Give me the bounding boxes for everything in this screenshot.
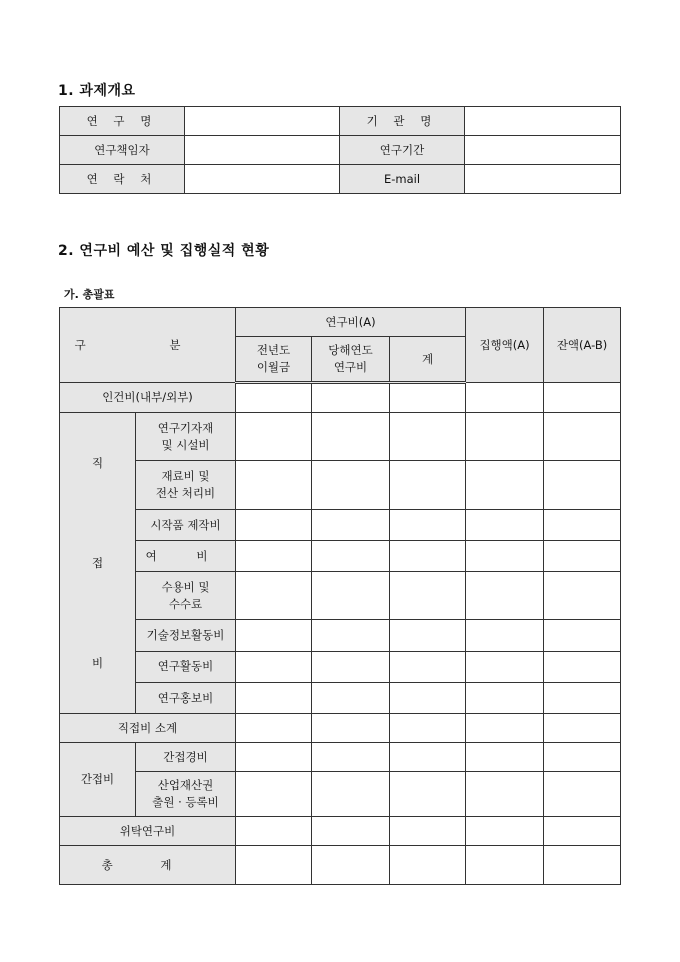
direct-label-part1: 직 (91, 455, 104, 470)
cell[interactable] (466, 540, 544, 571)
cell[interactable] (466, 682, 544, 713)
indirect-item-ip (136, 772, 236, 817)
cell[interactable] (312, 540, 390, 571)
direct-item-travel: 여 비 (136, 540, 236, 571)
item-line: 전산 처리비 (155, 486, 216, 501)
direct-cost-group-label (60, 413, 136, 714)
cell[interactable] (466, 846, 544, 885)
cell[interactable] (236, 772, 312, 817)
institution-name-field[interactable] (465, 107, 621, 136)
cell[interactable] (312, 509, 390, 540)
principal-investigator-label: 연구책임자 (60, 136, 185, 165)
prev-year-line2: 이월금 (256, 360, 291, 374)
cell[interactable] (236, 714, 312, 743)
cell[interactable] (312, 651, 390, 682)
cell[interactable] (312, 620, 390, 651)
cell[interactable] (390, 772, 466, 817)
cell[interactable] (312, 743, 390, 772)
direct-label-part3: 비 (91, 655, 104, 670)
cell[interactable] (312, 572, 390, 620)
cell[interactable] (390, 383, 466, 413)
table-row (60, 107, 621, 136)
direct-label-part2: 접 (91, 555, 104, 570)
table-row (60, 509, 621, 540)
cell[interactable] (544, 714, 621, 743)
prev-year-line1: 전년도 (256, 343, 291, 358)
direct-item-materials (136, 461, 236, 509)
cell[interactable] (544, 743, 621, 772)
table-row (60, 743, 621, 772)
cell[interactable] (236, 509, 312, 540)
cell[interactable] (466, 413, 544, 461)
table-row (60, 846, 621, 885)
table-row (60, 772, 621, 817)
cell[interactable] (390, 413, 466, 461)
direct-item-supplies (136, 572, 236, 620)
item-line: 연구기자재 (157, 421, 214, 436)
summary-table-title: 가. 총괄표 (64, 288, 115, 301)
cell[interactable] (544, 772, 621, 817)
cell[interactable] (390, 682, 466, 713)
cell[interactable] (312, 682, 390, 713)
indirect-group-label: 간접비 (60, 743, 136, 817)
table-row (60, 383, 621, 413)
budget-group-header: 연구비(A) (236, 308, 466, 337)
table-row (60, 413, 621, 461)
cell[interactable] (312, 383, 390, 413)
table-row (60, 165, 621, 194)
table-row (60, 540, 621, 571)
this-year-line2: 연구비 (333, 360, 368, 374)
direct-subtotal-label: 직접비 소계 (60, 714, 236, 743)
balance-header: 잔액(A-B) (544, 308, 621, 383)
table-row (60, 620, 621, 651)
research-name-field[interactable] (185, 107, 340, 136)
direct-item-research-activity: 연구활동비 (136, 651, 236, 682)
cell[interactable] (544, 651, 621, 682)
cell[interactable] (544, 383, 621, 413)
header-row (60, 308, 621, 337)
cell[interactable] (544, 682, 621, 713)
prev-year-header (236, 337, 312, 383)
table-row (60, 136, 621, 165)
cell[interactable] (236, 743, 312, 772)
commissioned-label: 위탁연구비 (60, 817, 236, 846)
contact-field[interactable] (185, 165, 340, 194)
cell[interactable] (390, 846, 466, 885)
cell[interactable] (390, 540, 466, 571)
cell[interactable] (466, 772, 544, 817)
research-name-label: 연 구 명 (60, 107, 185, 136)
item-line: 수용비 및 (161, 580, 210, 595)
table-row (60, 682, 621, 713)
direct-item-promotion: 연구홍보비 (136, 682, 236, 713)
cell[interactable] (466, 651, 544, 682)
cell[interactable] (390, 714, 466, 743)
table-row (60, 572, 621, 620)
contact-label: 연 락 처 (60, 165, 185, 194)
cell[interactable] (236, 846, 312, 885)
principal-investigator-field[interactable] (185, 136, 340, 165)
this-year-line1: 당해연도 (328, 343, 373, 358)
email-label: E-mail (340, 165, 465, 194)
cell[interactable] (390, 817, 466, 846)
total-header: 계 (390, 337, 466, 383)
cell[interactable] (390, 461, 466, 509)
cell[interactable] (236, 651, 312, 682)
cell[interactable] (544, 413, 621, 461)
cell[interactable] (312, 413, 390, 461)
cell[interactable] (390, 743, 466, 772)
cell[interactable] (236, 413, 312, 461)
cell[interactable] (544, 572, 621, 620)
cell[interactable] (312, 461, 390, 509)
institution-name-label: 기 관 명 (340, 107, 465, 136)
table-row (60, 461, 621, 509)
cell[interactable] (236, 682, 312, 713)
cell[interactable] (544, 817, 621, 846)
cell[interactable] (544, 509, 621, 540)
gubun-header: 구 분 (60, 308, 236, 383)
direct-item-prototype: 시작품 제작비 (136, 509, 236, 540)
cell[interactable] (466, 817, 544, 846)
cell[interactable] (236, 461, 312, 509)
cell[interactable] (312, 772, 390, 817)
cell[interactable] (544, 540, 621, 571)
item-line: 출원 · 등록비 (152, 795, 219, 809)
cell[interactable] (390, 572, 466, 620)
cell[interactable] (466, 714, 544, 743)
cell[interactable] (236, 817, 312, 846)
personnel-label: 인건비(내부/외부) (60, 383, 236, 413)
executed-header: 집행액(A) (466, 308, 544, 383)
cell[interactable] (312, 846, 390, 885)
section2-title: 2. 연구비 예산 및 집행실적 현황 (58, 243, 270, 259)
cell[interactable] (236, 620, 312, 651)
cell[interactable] (466, 461, 544, 509)
cell[interactable] (544, 461, 621, 509)
item-line: 재료비 및 (161, 469, 210, 484)
table-row (60, 651, 621, 682)
cell[interactable] (236, 540, 312, 571)
grand-total-label: 총 계 (60, 846, 236, 885)
cell[interactable] (236, 383, 312, 413)
item-line: 및 시설비 (161, 437, 210, 452)
cell[interactable] (544, 620, 621, 651)
cell[interactable] (390, 651, 466, 682)
table-row (60, 817, 621, 846)
cell[interactable] (390, 620, 466, 651)
cell[interactable] (390, 509, 466, 540)
cell[interactable] (312, 714, 390, 743)
table-row (60, 714, 621, 743)
cell[interactable] (236, 572, 312, 620)
cell[interactable] (466, 383, 544, 413)
cell[interactable] (466, 509, 544, 540)
direct-item-equipment (136, 413, 236, 461)
indirect-item-overhead: 간접경비 (136, 743, 236, 772)
section1-title: 1. 과제개요 (58, 83, 136, 99)
cell[interactable] (466, 620, 544, 651)
cell[interactable] (312, 817, 390, 846)
direct-item-tech-info: 기술정보활동비 (136, 620, 236, 651)
item-line: 산업재산권 (157, 778, 214, 793)
cell[interactable] (544, 846, 621, 885)
cell[interactable] (466, 572, 544, 620)
project-overview-table (59, 106, 621, 194)
research-period-field[interactable] (465, 136, 621, 165)
research-period-label: 연구기간 (340, 136, 465, 165)
item-line: 수수료 (168, 596, 203, 611)
this-year-header (312, 337, 390, 383)
email-field[interactable] (465, 165, 621, 194)
budget-summary-table (59, 307, 621, 885)
cell[interactable] (466, 743, 544, 772)
